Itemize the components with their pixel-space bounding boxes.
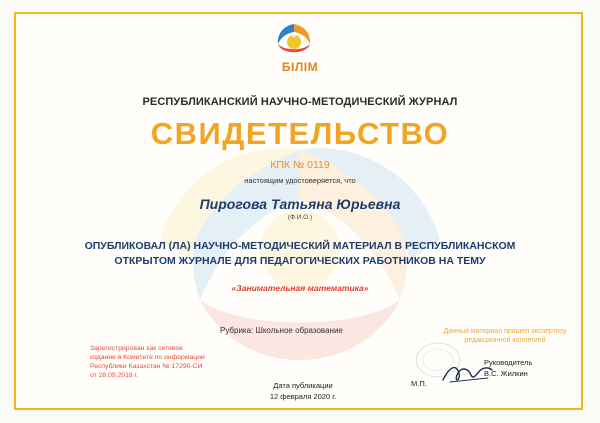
expert-note-line: Данный материал прошел экспертизу — [443, 328, 567, 335]
registration-note-line: Зарегистрирован как сетевое — [90, 345, 183, 352]
director-title: Руководитель — [484, 358, 533, 367]
publication-statement — [0, 239, 600, 269]
registration-note — [90, 344, 240, 380]
director-name: В.С. Жилкин — [484, 369, 528, 378]
publication-topic: «Занимательная математика» — [231, 283, 369, 293]
publication-date-label: Дата публикации — [273, 381, 333, 390]
bilim-logo-icon — [268, 20, 320, 64]
registration-note-line: Республики Казахстан № 17290-СИ — [90, 363, 203, 370]
certificate-number: КПК № 0119 — [270, 159, 330, 171]
statement-line: ОТКРЫТОМ ЖУРНАЛЕ ДЛЯ ПЕДАГОГИЧЕСКИХ РАБОТНИКОВ НА ТЕМУ — [114, 255, 486, 267]
name-caption: (Ф.И.О.) — [287, 214, 313, 221]
journal-title: РЕСПУБЛИКАНСКИЙ НАУЧНО-МЕТОДИЧЕСКИЙ ЖУРНАЛ — [142, 96, 458, 108]
expert-note-line: редакционной коллегией — [464, 337, 546, 344]
publication-date: 12 февраля 2020 г. — [269, 392, 337, 401]
rubric: Рубрика: Школьное образование — [220, 326, 343, 335]
registration-note-line: издание в Комитете по информации — [90, 354, 205, 361]
stamp-place-label: М.П. — [411, 379, 427, 388]
registration-note-line: от 28.09.2018 г. — [90, 372, 139, 379]
publication-date-block — [258, 380, 348, 402]
brand-name: БІЛІМ — [281, 60, 319, 74]
document-title: СВИДЕТЕЛЬСТВО — [150, 116, 450, 151]
certifies-text: настоящим удостоверяется, что — [244, 176, 356, 185]
statement-line: ОПУБЛИКОВАЛ (ЛА) НАУЧНО-МЕТОДИЧЕСКИЙ МАТЕРИАЛ В РЕСПУБЛИКАНСКОМ — [84, 240, 516, 252]
director-block — [484, 357, 532, 379]
recipient-name: Пирогова Татьяна Юрьевна — [199, 196, 401, 212]
